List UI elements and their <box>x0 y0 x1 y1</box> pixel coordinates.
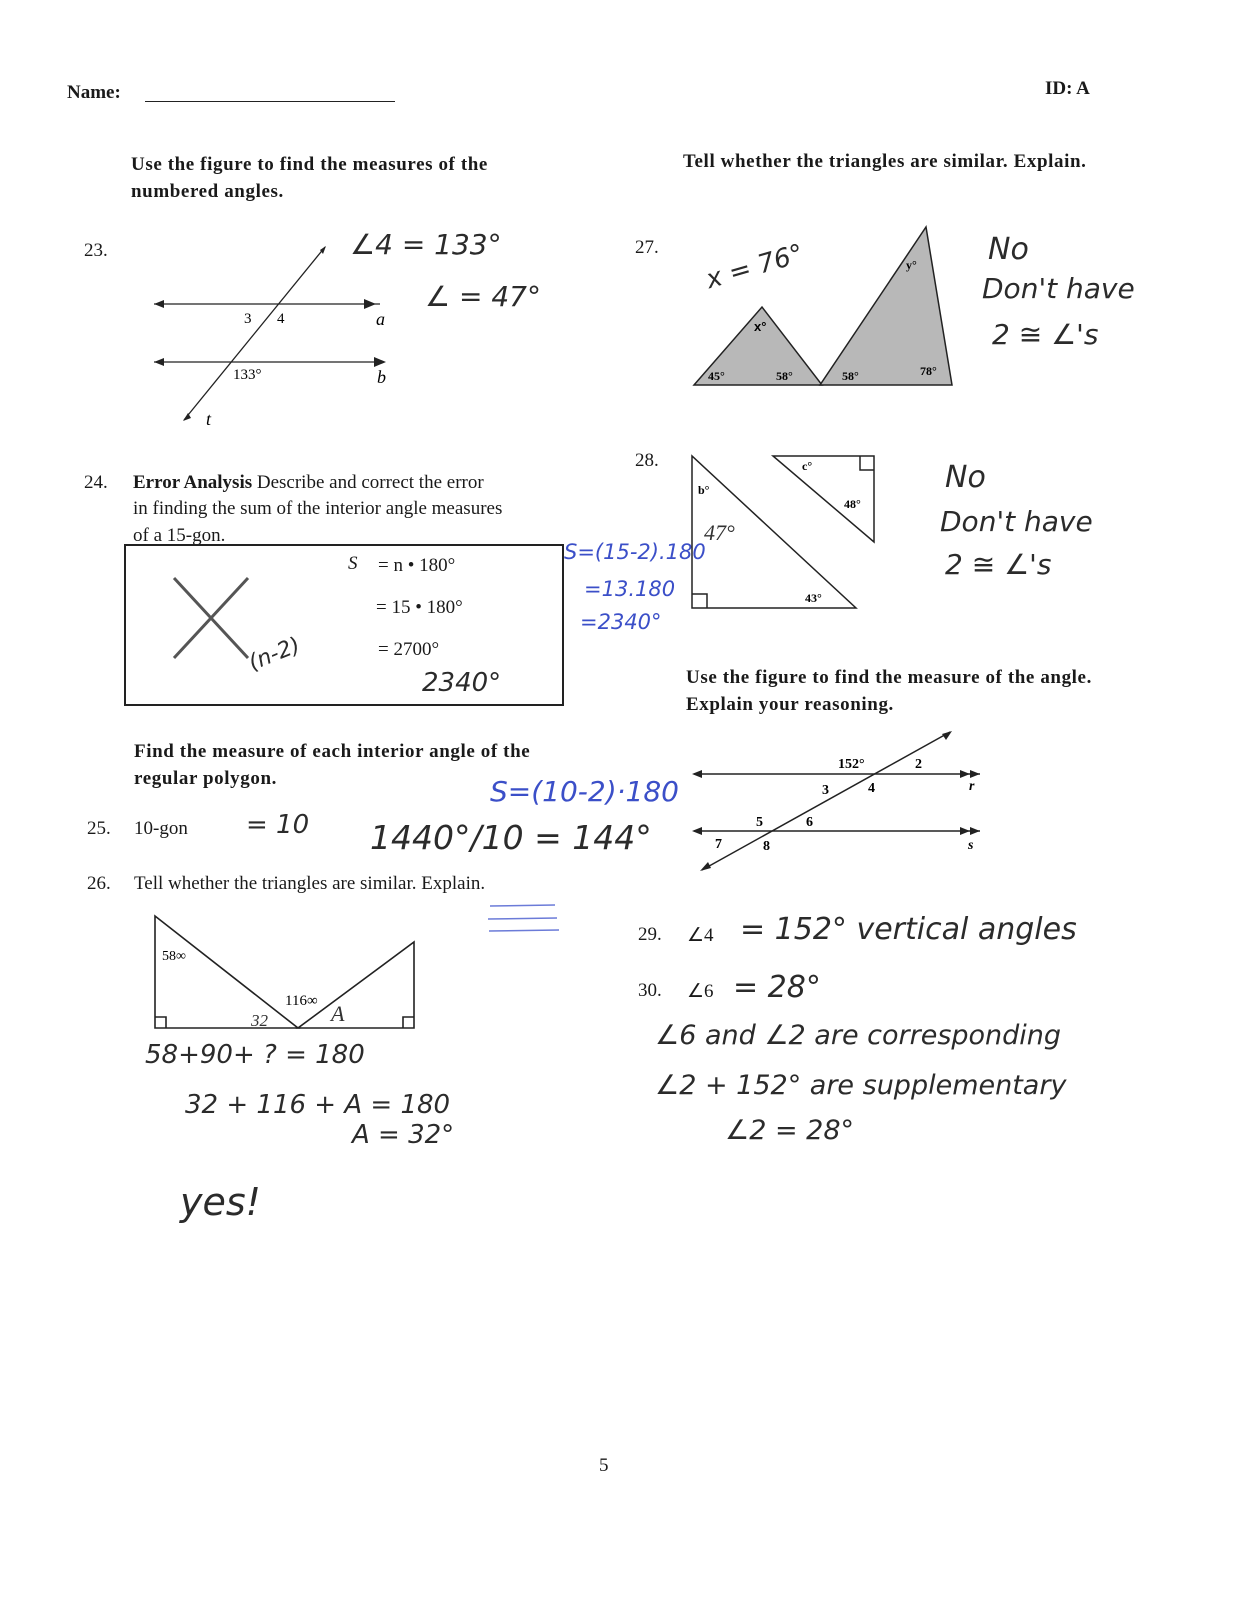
label-b: b° <box>698 483 710 497</box>
instruction-similar: Tell whether the triangles are similar. Explain. <box>683 151 1087 172</box>
box-line2: = 15 • 180° <box>376 597 463 618</box>
q24-text2: in finding the sum of the interior angle measures <box>133 498 503 519</box>
q30-number: 30. <box>638 980 662 1001</box>
parallel-lines-figure <box>688 728 988 878</box>
q24-hand-side3: =2340° <box>580 610 662 634</box>
label-y: y° <box>906 258 917 272</box>
label-58a: 58° <box>776 369 793 383</box>
q29-text: ∠4 <box>687 925 714 946</box>
label-78: 78° <box>920 364 937 378</box>
box-hand-n-minus-2: (n-2) <box>245 632 304 677</box>
q25-number: 25. <box>87 818 111 839</box>
q25-hand-answer: 1440°/10 = 144° <box>370 818 652 857</box>
q27-figure <box>690 225 960 390</box>
instruction-measure: Use the figure to find the measure of the angle. Explain your reasoning. <box>686 667 1092 715</box>
q23-number: 23. <box>84 240 108 261</box>
q24-title: Error Analysis <box>133 472 253 493</box>
q29-number: 29. <box>638 924 662 945</box>
label-angle-58: 58∞ <box>162 949 186 964</box>
q30-reason-3: ∠2 = 28° <box>725 1115 855 1146</box>
box-hand-answer: 2340° <box>422 668 502 698</box>
right-triangle <box>298 942 414 1028</box>
name-field-line[interactable] <box>145 101 395 102</box>
label-2: 2 <box>915 757 922 772</box>
q26-hand-1: 58+90+ ? = 180 <box>145 1040 365 1070</box>
label-5: 5 <box>756 815 763 830</box>
q27-hand-1: x = 76° <box>702 238 807 296</box>
q30-hand: = 28° <box>733 970 821 1005</box>
box-line3: = 2700° <box>378 639 440 660</box>
q24-number: 24. <box>84 472 108 493</box>
q24-text3: of a 15-gon. <box>133 525 226 546</box>
q28-hand-1: No <box>945 460 986 495</box>
q29-hand: = 152° vertical angles <box>740 912 1077 947</box>
q27-hand-2: No <box>988 232 1029 267</box>
label-43: 43° <box>805 591 822 605</box>
name-label: Name: <box>67 82 121 103</box>
q24-text1: Describe and correct the error <box>256 472 484 493</box>
label-4: 4 <box>868 781 875 796</box>
box-s: S <box>348 553 358 574</box>
label-angle-A: A <box>331 1001 345 1026</box>
q24-hand-side1: S=(15-2).180 <box>564 540 706 564</box>
label-c: c° <box>802 459 813 473</box>
q26-figure <box>148 908 428 1036</box>
label-angle-3: 3 <box>244 311 252 327</box>
q28-hand-3: 2 ≅ ∠'s <box>945 548 1052 581</box>
label-angle-32: 32 <box>251 1011 268 1030</box>
q23-hand-2: ∠ = 47° <box>425 280 541 313</box>
q27-hand-4: 2 ≅ ∠'s <box>992 318 1099 351</box>
id-label: ID: A <box>1045 78 1090 99</box>
q30-reason-1: ∠6 and ∠2 are corresponding <box>655 1020 1062 1051</box>
q23-figure <box>140 235 400 435</box>
cross-out-icon <box>170 574 254 664</box>
label-s: s <box>968 838 974 853</box>
label-angle-4: 4 <box>277 311 285 327</box>
q24-error-box <box>124 544 564 706</box>
box-line1: = n • 180° <box>378 555 456 576</box>
label-line-a: a <box>376 309 385 329</box>
label-152: 152° <box>838 757 865 772</box>
q30-reason-2: ∠2 + 152° are supplementary <box>655 1070 1067 1101</box>
q26-hand-2: 32 + 116 + A = 180 <box>185 1090 451 1120</box>
label-angle-133: 133° <box>233 367 262 383</box>
label-r: r <box>969 779 975 794</box>
q25-hand-s: S=(10-2)·180 <box>490 775 679 808</box>
label-45: 45° <box>708 369 725 383</box>
q28-number: 28. <box>635 450 659 471</box>
label-7: 7 <box>715 837 722 852</box>
label-48: 48° <box>844 497 861 511</box>
line-t <box>184 247 325 420</box>
left-triangle <box>155 916 298 1028</box>
label-47: 47° <box>704 520 735 545</box>
q24-hand-side2: =13.180 <box>584 577 676 601</box>
label-3: 3 <box>822 783 829 798</box>
q25-hand-eq: = 10 <box>246 810 310 840</box>
label-58b: 58° <box>842 369 859 383</box>
q24-line1 <box>133 472 484 494</box>
q26-text: Tell whether the triangles are similar. Explain. <box>134 873 486 894</box>
label-angle-116: 116∞ <box>285 993 318 1009</box>
label-line-t: t <box>206 409 212 429</box>
q28-figure <box>688 450 883 615</box>
q26-number: 26. <box>87 873 111 894</box>
q26-hand-3: A = 32° <box>352 1120 455 1150</box>
label-x: x° <box>754 319 767 334</box>
transversal <box>702 732 950 870</box>
large-triangle <box>820 227 952 385</box>
page-number: 5 <box>599 1455 609 1476</box>
instruction-angles: Use the figure to find the measures of the numbered angles. <box>131 154 488 202</box>
q27-hand-3: Don't have <box>982 272 1135 305</box>
label-8: 8 <box>763 839 770 854</box>
q26-hand-4: yes! <box>180 1180 261 1224</box>
q27-number: 27. <box>635 237 659 258</box>
label-6: 6 <box>806 815 813 830</box>
label-line-b: b <box>377 367 386 387</box>
q30-text: ∠6 <box>687 981 714 1002</box>
q26-blue-underline <box>485 898 565 938</box>
instruction-polygon: Find the measure of each interior angle of the regular polygon. <box>134 741 531 789</box>
q23-hand-1: ∠4 = 133° <box>350 228 502 261</box>
q25-text: 10-gon <box>134 818 188 839</box>
q28-hand-2: Don't have <box>940 505 1093 538</box>
